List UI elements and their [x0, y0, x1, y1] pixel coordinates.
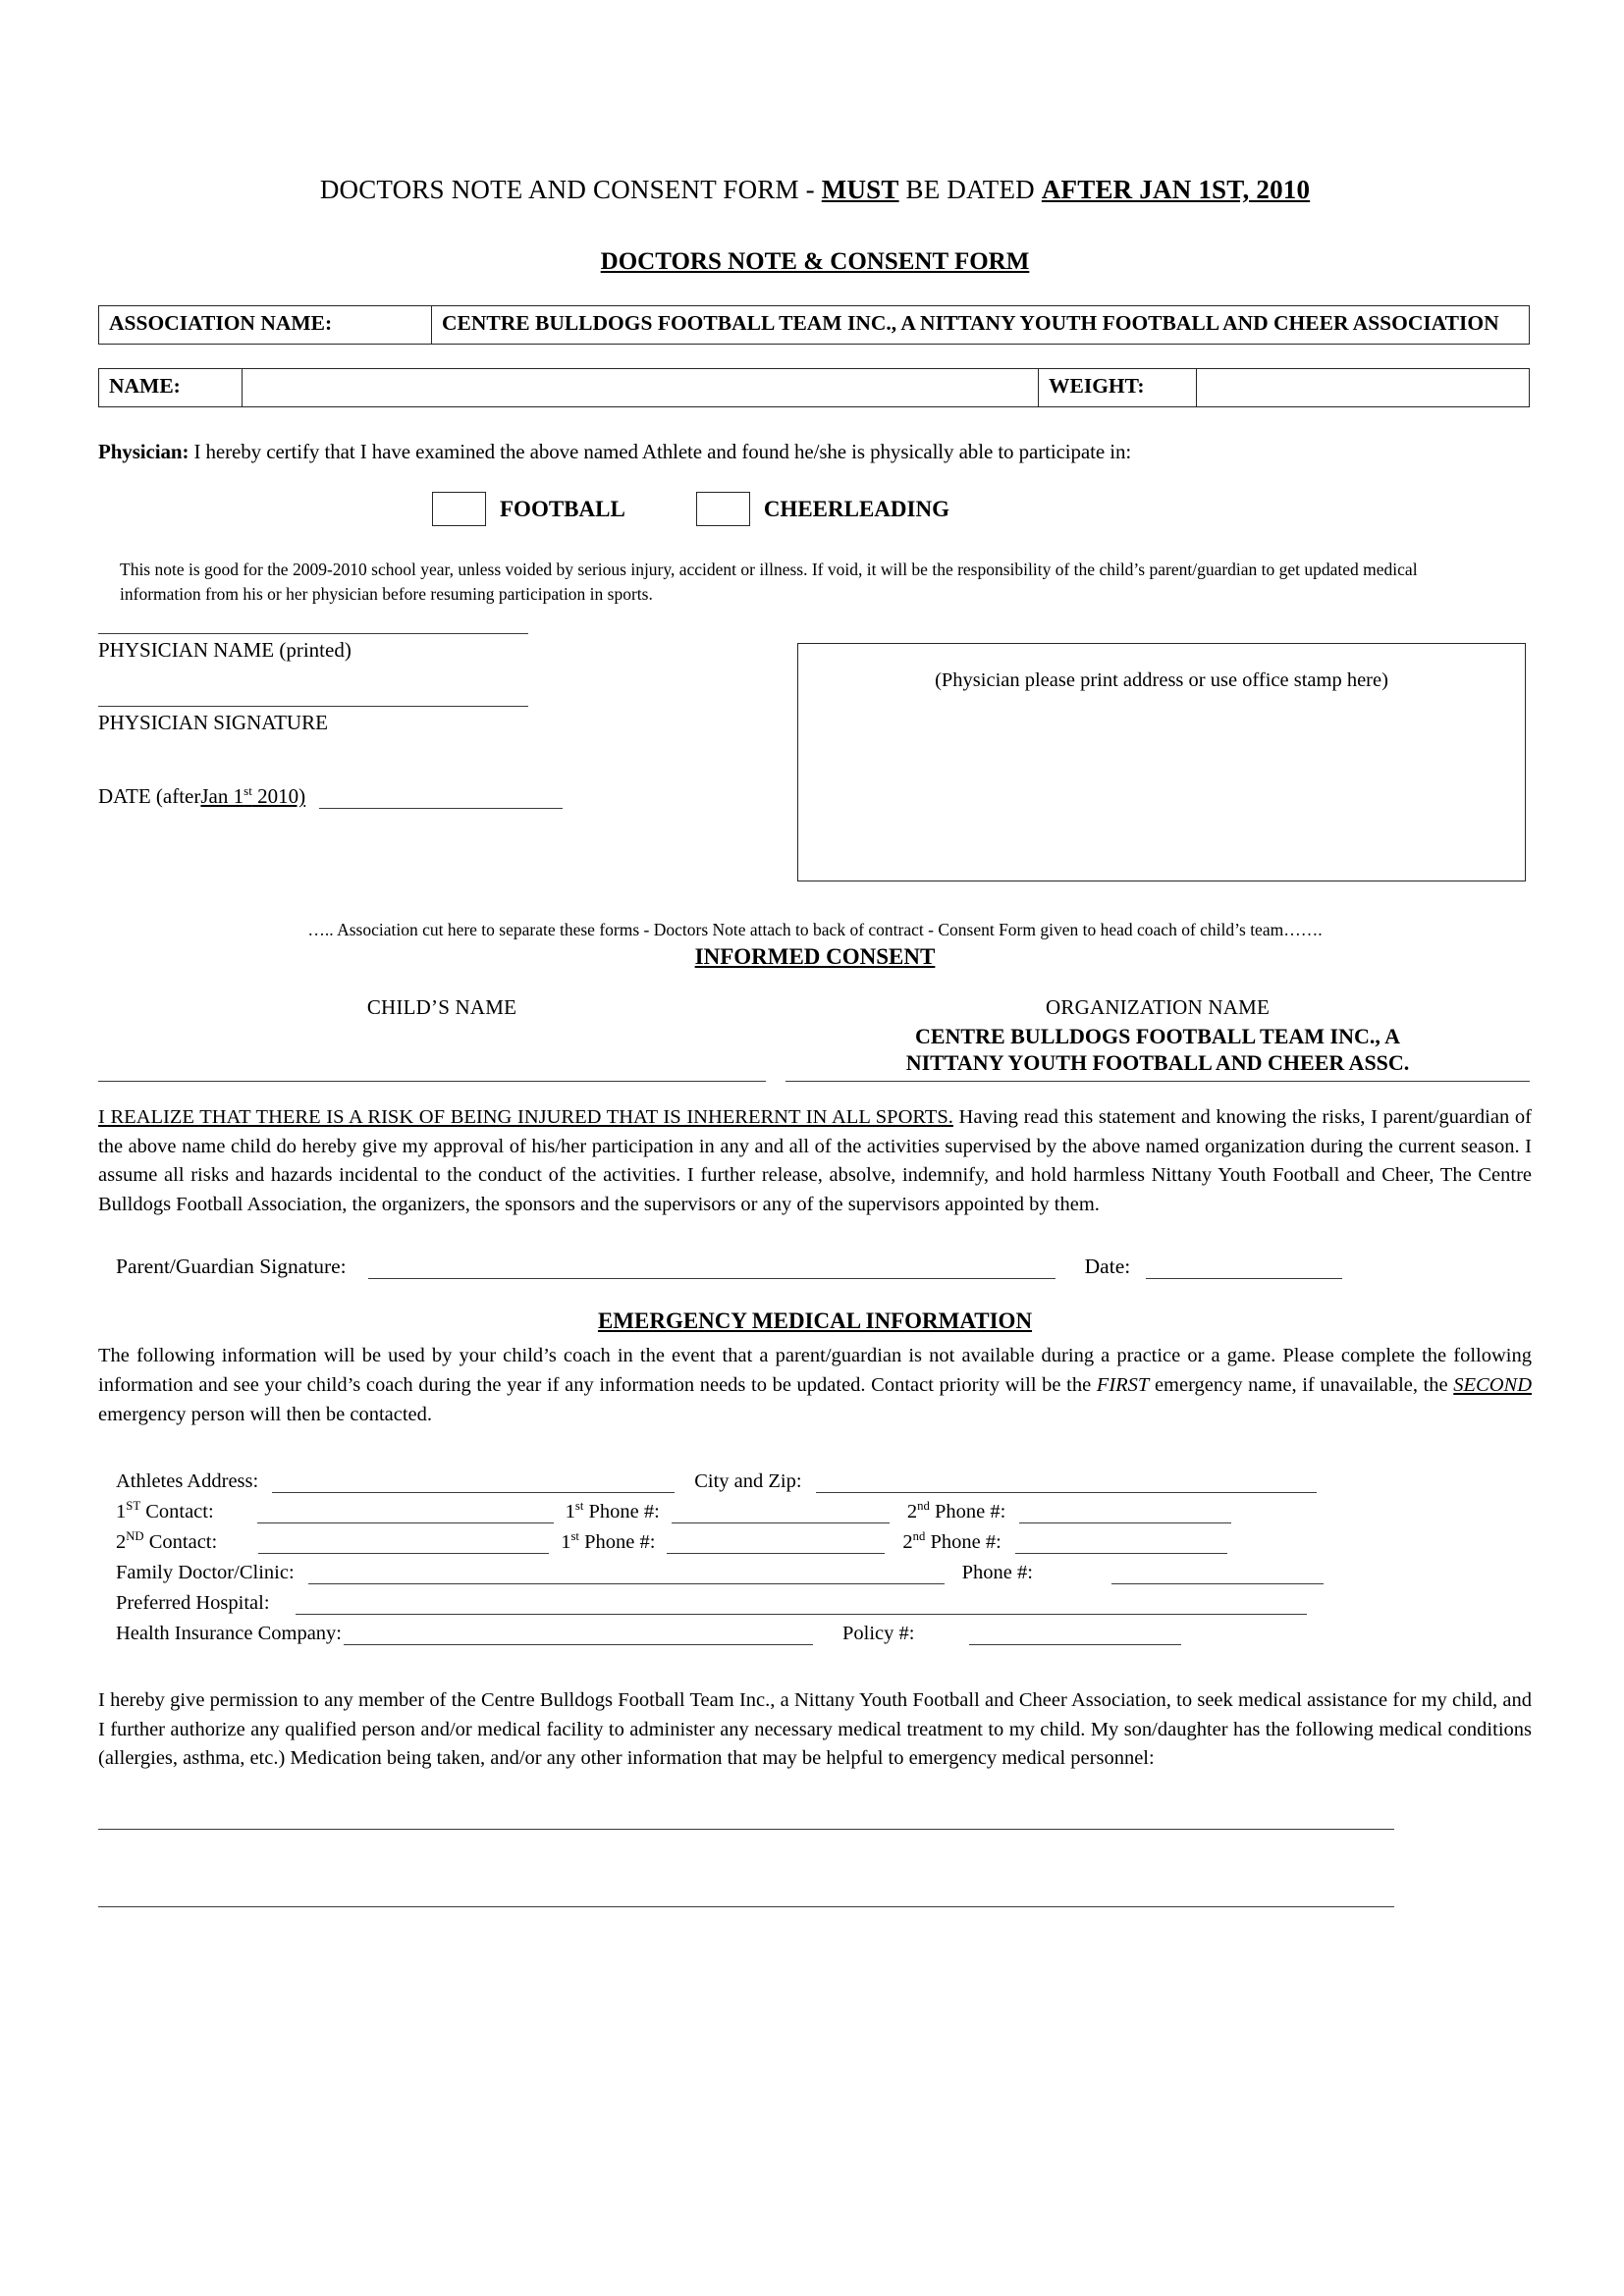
title-after-date: AFTER JAN 1ST, 2010 [1041, 175, 1311, 204]
school-year-validity-note: This note is good for the 2009-2010 school year, unless voided by serious injury, accident or illness. If void, it will be the responsibility of the child’s parent/guardian to get updated medical information from his or her physician before resuming participation in sports. [120, 560, 1418, 605]
athletes-address-input-line[interactable] [272, 1473, 675, 1493]
city-zip-label: City and Zip: [694, 1470, 802, 1493]
football-checkbox[interactable] [432, 492, 486, 526]
phone-2-ordinal: nd [912, 1529, 926, 1544]
emergency-intro-part-3: emergency person will then be contacted. [98, 1403, 433, 1425]
medical-permission-paragraph: I hereby give permission to any member of the Centre Bulldogs Football Team Inc., a Nittany Youth Football and Cheer Association, to seek medical assistance for my child, and I further authorize any qualified person and/or medical facility to administer any necessary medical treatment to my child. My son/daughter has the following medical conditions (allergies, asthma, etc.) Medication being taken, and/or any other information that may be helpful to emergency medical personnel: [98, 1689, 1532, 1770]
preferred-hospital-input-line[interactable] [296, 1595, 1307, 1615]
association-name-label: ASSOCIATION NAME: [99, 306, 432, 345]
child-name-column [98, 995, 785, 1077]
contact-2-label [116, 1531, 217, 1554]
consent-names-rules [98, 1081, 1532, 1082]
consent-date-input-line[interactable] [1146, 1258, 1342, 1279]
child-name-header: CHILD’S NAME [366, 994, 517, 1019]
phone-1-number: 1 [565, 1501, 575, 1523]
health-insurance-input-line[interactable] [344, 1626, 813, 1645]
weight-label: WEIGHT: [1039, 369, 1197, 407]
physician-certification-text [98, 440, 1532, 464]
emergency-intro-paragraph [98, 1342, 1532, 1429]
parent-signature-label: Parent/Guardian Signature: [116, 1255, 347, 1279]
physician-certify-body: I hereby certify that I have examined the above named Athlete and found he/she is physically able to participate in: [189, 440, 1132, 463]
contact-2-number: 2 [116, 1531, 127, 1554]
cheerleading-checkbox-label: CHEERLEADING [763, 496, 949, 521]
consent-date-label: Date: [1084, 1255, 1131, 1279]
physician-label: Physician: [98, 440, 189, 463]
health-insurance-label: Health Insurance Company: [116, 1623, 342, 1645]
phone-1-ordinal: st [574, 1499, 584, 1514]
contact-1-number: 1 [116, 1501, 127, 1523]
contact-1-input-line[interactable] [257, 1504, 554, 1523]
phone-2-row-1-input-line[interactable] [1019, 1504, 1231, 1523]
family-doctor-label: Family Doctor/Clinic: [116, 1562, 295, 1584]
family-doctor-phone-input-line[interactable] [1111, 1565, 1324, 1584]
phone-1-ordinal: st [570, 1529, 579, 1544]
parent-signature-row [98, 1255, 1532, 1279]
phone-2-number: 2 [906, 1501, 918, 1523]
contact-2-input-line[interactable] [258, 1534, 549, 1554]
physician-name-label: PHYSICIAN NAME (printed) [98, 637, 352, 662]
phone-2-label-row-1 [907, 1501, 1005, 1523]
association-name-table [98, 305, 1530, 345]
family-doctor-phone-label: Phone #: [961, 1562, 1033, 1584]
policy-number-input-line[interactable] [969, 1626, 1181, 1645]
contact-2-ordinal: ND [126, 1529, 144, 1544]
cheerleading-checkbox[interactable] [696, 492, 750, 526]
physician-signature-block [98, 633, 1532, 896]
association-name-value: CENTRE BULLDOGS FOOTBALL TEAM INC., A NITTANY YOUTH FOOTBALL AND CHEER ASSOCIATION [432, 306, 1530, 345]
organization-name-line-2: NITTANY YOUTH FOOTBALL AND CHEER ASSC. [905, 1049, 1410, 1075]
city-zip-input-line[interactable] [816, 1473, 1317, 1493]
emergency-first-emphasis: FIRST [1096, 1373, 1150, 1396]
physician-signature-line[interactable] [98, 706, 528, 707]
rule-gap [766, 1081, 785, 1082]
contact-1-label [116, 1501, 214, 1523]
phone-1-word: Phone #: [583, 1501, 660, 1523]
phone-1-label-row-1 [566, 1501, 660, 1523]
physician-name-line[interactable] [98, 633, 528, 634]
phone-1-row-1-input-line[interactable] [672, 1504, 890, 1523]
athletes-address-label: Athletes Address: [116, 1470, 259, 1493]
date-label-underlined [200, 784, 305, 809]
sport-checkbox-row [98, 492, 1532, 526]
field-row-contact-1 [116, 1493, 1532, 1523]
organization-name-rule [785, 1081, 1530, 1082]
field-row-family-doctor [116, 1554, 1532, 1584]
physician-fields-column [98, 633, 776, 809]
title-middle: BE DATED [898, 175, 1042, 204]
stamp-box-instruction: (Physician please print address or use office stamp here) [935, 668, 1388, 691]
contact-2-word: Contact: [143, 1531, 218, 1554]
table-row [99, 306, 1530, 345]
name-label: NAME: [99, 369, 243, 407]
consent-names-row [98, 995, 1532, 1077]
field-row-health-insurance [116, 1615, 1532, 1645]
field-row-athletes-address [116, 1463, 1532, 1493]
contact-1-ordinal: ST [126, 1499, 141, 1514]
phone-2-word: Phone #: [925, 1531, 1001, 1554]
physician-address-stamp-box[interactable] [797, 643, 1526, 881]
date-label-prefix: DATE (after [98, 784, 201, 809]
phone-1-number: 1 [561, 1531, 571, 1554]
table-row [99, 369, 1530, 407]
name-input-cell[interactable] [243, 369, 1039, 407]
family-doctor-input-line[interactable] [308, 1565, 945, 1584]
child-name-input-line[interactable] [98, 1081, 766, 1082]
phone-1-word: Phone #: [578, 1531, 656, 1554]
organization-name-column [785, 995, 1530, 1077]
physician-signature-label: PHYSICIAN SIGNATURE [98, 710, 328, 734]
document-subtitle: DOCTORS NOTE & CONSENT FORM [600, 248, 1030, 275]
phone-2-word: Phone #: [929, 1501, 1006, 1523]
emergency-intro-part-1: The following information will be used by your child’s coach in the event that a parent/guardian is not available during a practice or a game. Please complete the following information and see your child’s coach during the year if any information needs to be updated. Contact priority will be the [98, 1345, 1532, 1396]
phone-2-ordinal: nd [917, 1499, 930, 1514]
weight-input-cell[interactable] [1197, 369, 1530, 407]
medical-conditions-blank-line-1[interactable] [98, 1829, 1394, 1830]
physician-date-input-line[interactable] [319, 786, 563, 809]
phone-2-row-2-input-line[interactable] [1015, 1534, 1227, 1554]
date-label-month-day: Jan 1 [200, 784, 244, 809]
informed-consent-heading: INFORMED CONSENT [694, 943, 936, 969]
football-checkbox-label: FOOTBALL [500, 496, 625, 521]
medical-conditions-blank-line-2[interactable] [98, 1906, 1394, 1907]
organization-name-header: ORGANIZATION NAME [1046, 994, 1270, 1019]
emergency-intro-part-2: emergency name, if unavailable, the [1149, 1373, 1454, 1396]
title-must-emphasis: MUST [821, 175, 899, 204]
cut-here-instruction: ….. Association cut here to separate these forms - Doctors Note attach to back of contract - Consent Form given to head coach of child’s team……. [307, 919, 1323, 939]
organization-name-line-1: CENTRE BULLDOGS FOOTBALL TEAM INC., A [914, 1023, 1401, 1048]
field-row-preferred-hospital [116, 1584, 1532, 1615]
field-row-contact-2 [116, 1523, 1532, 1554]
phone-2-label-row-2 [902, 1531, 1001, 1554]
page-title [98, 175, 1532, 205]
name-weight-table [98, 368, 1530, 407]
parent-signature-input-line[interactable] [368, 1258, 1056, 1279]
phone-1-row-2-input-line[interactable] [667, 1534, 885, 1554]
risk-statement-underlined: I REALIZE THAT THERE IS A RISK OF BEING INJURED THAT IS INHERERNT IN ALL SPORTS. [98, 1106, 953, 1129]
date-label-ordinal-suffix: st [244, 783, 252, 799]
title-prefix: DOCTORS NOTE AND CONSENT FORM - [319, 175, 822, 204]
physician-date-row [98, 784, 776, 809]
page-content [98, 0, 1532, 1907]
policy-number-label: Policy #: [841, 1623, 915, 1645]
date-label-year: 2010) [251, 784, 306, 809]
contact-1-word: Contact: [140, 1501, 214, 1523]
emergency-second-emphasis: SECOND [1453, 1373, 1532, 1396]
emergency-contact-fields [98, 1463, 1532, 1645]
risk-statement-body: Having read this statement and knowing the risks, I parent/guardian of the above name child do hereby give my approval of his/her participation in any and all of the activities supervised by the above named organization during the current season. I assume all risks and hazards incidental to the conduct of the activities. I further release, absolve, indemnify, and hold harmless Nittany Youth Football and Cheer, The Centre Bulldogs Football Association, the organizers, the sponsors and the supervisors or any of the supervisors appointed by them. [98, 1106, 1532, 1215]
preferred-hospital-label: Preferred Hospital: [116, 1592, 270, 1615]
risk-acknowledgement-paragraph [98, 1103, 1532, 1219]
emergency-medical-heading: EMERGENCY MEDICAL INFORMATION [597, 1308, 1033, 1334]
phone-2-number: 2 [902, 1531, 913, 1554]
phone-1-label-row-2 [561, 1531, 655, 1554]
